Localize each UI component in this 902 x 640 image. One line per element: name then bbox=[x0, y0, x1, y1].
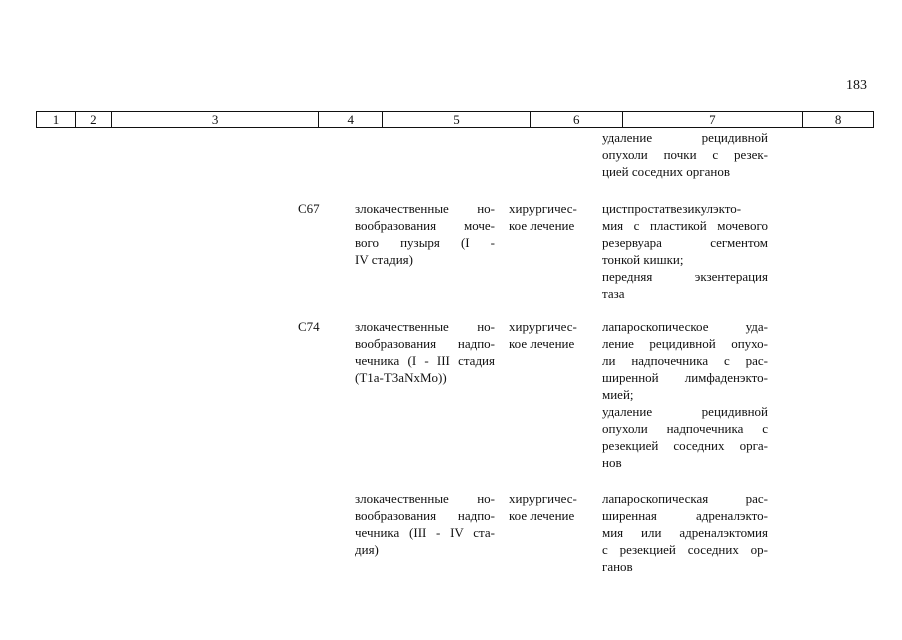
text-line: нов bbox=[602, 455, 622, 470]
text-line: ли надпочечника с рас- bbox=[602, 353, 768, 368]
text-line: цией соседних органов bbox=[602, 164, 730, 179]
text-line: цистпростатвезикулэкто- bbox=[602, 201, 742, 216]
row-3-diagnosis bbox=[355, 490, 495, 558]
text-line: таза bbox=[602, 286, 625, 301]
row-2-treatment bbox=[509, 318, 589, 352]
row-1-method bbox=[602, 200, 768, 302]
row-2-diagnosis bbox=[355, 318, 495, 386]
text-line: резервуара сегментом bbox=[602, 235, 768, 250]
text-line: чечника (III - IV ста- bbox=[355, 525, 495, 540]
text-line: резекцией соседних орга- bbox=[602, 438, 768, 453]
table-header bbox=[36, 111, 874, 128]
text-line: злокачественные но- bbox=[355, 201, 495, 216]
text-line: хирургичес- bbox=[509, 491, 577, 506]
row-3-method bbox=[602, 490, 768, 575]
text-line: злокачественные но- bbox=[355, 319, 495, 334]
page-number: 183 bbox=[846, 78, 867, 93]
text-line: опухоли почки с резек- bbox=[602, 147, 768, 162]
text-line: мия с пластикой мочевого bbox=[602, 218, 768, 233]
row-0-method bbox=[602, 129, 768, 180]
header-col-8: 8 bbox=[834, 112, 842, 127]
text-line: злокачественные но- bbox=[355, 491, 495, 506]
text-line: вообразования надпо- bbox=[355, 508, 495, 523]
text-line: ление рецидивной опухо- bbox=[602, 336, 768, 351]
text-line: удаление рецидивной bbox=[602, 404, 768, 419]
text-line: опухоли надпочечника с bbox=[602, 421, 768, 436]
text-line: с резекцией соседних ор- bbox=[602, 542, 768, 557]
row-3-treatment bbox=[509, 490, 589, 524]
text-line: ширенной лимфаденэкто- bbox=[602, 370, 768, 385]
text-line: лапароскопическое уда- bbox=[602, 319, 768, 334]
row-2-code: C74 bbox=[298, 319, 320, 334]
text-line: удаление рецидивной bbox=[602, 130, 768, 145]
header-col-3: 3 bbox=[112, 112, 320, 127]
text-line: ганов bbox=[602, 559, 633, 574]
text-line: кое лечение bbox=[509, 508, 575, 523]
text-line: вого пузыря (I - bbox=[355, 235, 495, 250]
text-line: вообразования моче- bbox=[355, 218, 495, 233]
row-1-code: C67 bbox=[298, 201, 320, 216]
row-1-treatment bbox=[509, 200, 589, 234]
text-line: тонкой кишки; bbox=[602, 252, 684, 267]
text-line: IV стадия) bbox=[355, 252, 413, 267]
row-2-method bbox=[602, 318, 768, 471]
header-col-2: 2 bbox=[76, 112, 112, 127]
text-line: мией; bbox=[602, 387, 634, 402]
text-line: лапароскопическая рас- bbox=[602, 491, 768, 506]
text-line: хирургичес- bbox=[509, 319, 577, 334]
header-col-4: 4 bbox=[319, 112, 383, 127]
text-line: кое лечение bbox=[509, 336, 575, 351]
row-1-diagnosis bbox=[355, 200, 495, 268]
header-col-1: 1 bbox=[37, 112, 76, 127]
header-col-6: 6 bbox=[531, 112, 623, 127]
text-line: ширенная адреналэкто- bbox=[602, 508, 768, 523]
text-line: мия или адреналэктомия bbox=[602, 525, 768, 540]
text-line: хирургичес- bbox=[509, 201, 577, 216]
header-col-5: 5 bbox=[383, 112, 531, 127]
text-line: кое лечение bbox=[509, 218, 575, 233]
text-line: передняя экзентерация bbox=[602, 269, 768, 284]
text-line: дия) bbox=[355, 542, 379, 557]
text-line: вообразования надпо- bbox=[355, 336, 495, 351]
header-col-7: 7 bbox=[623, 112, 804, 127]
text-line: (T1a-T3aNxMo)) bbox=[355, 370, 447, 385]
text-line: чечника (I - III стадия bbox=[355, 353, 495, 368]
